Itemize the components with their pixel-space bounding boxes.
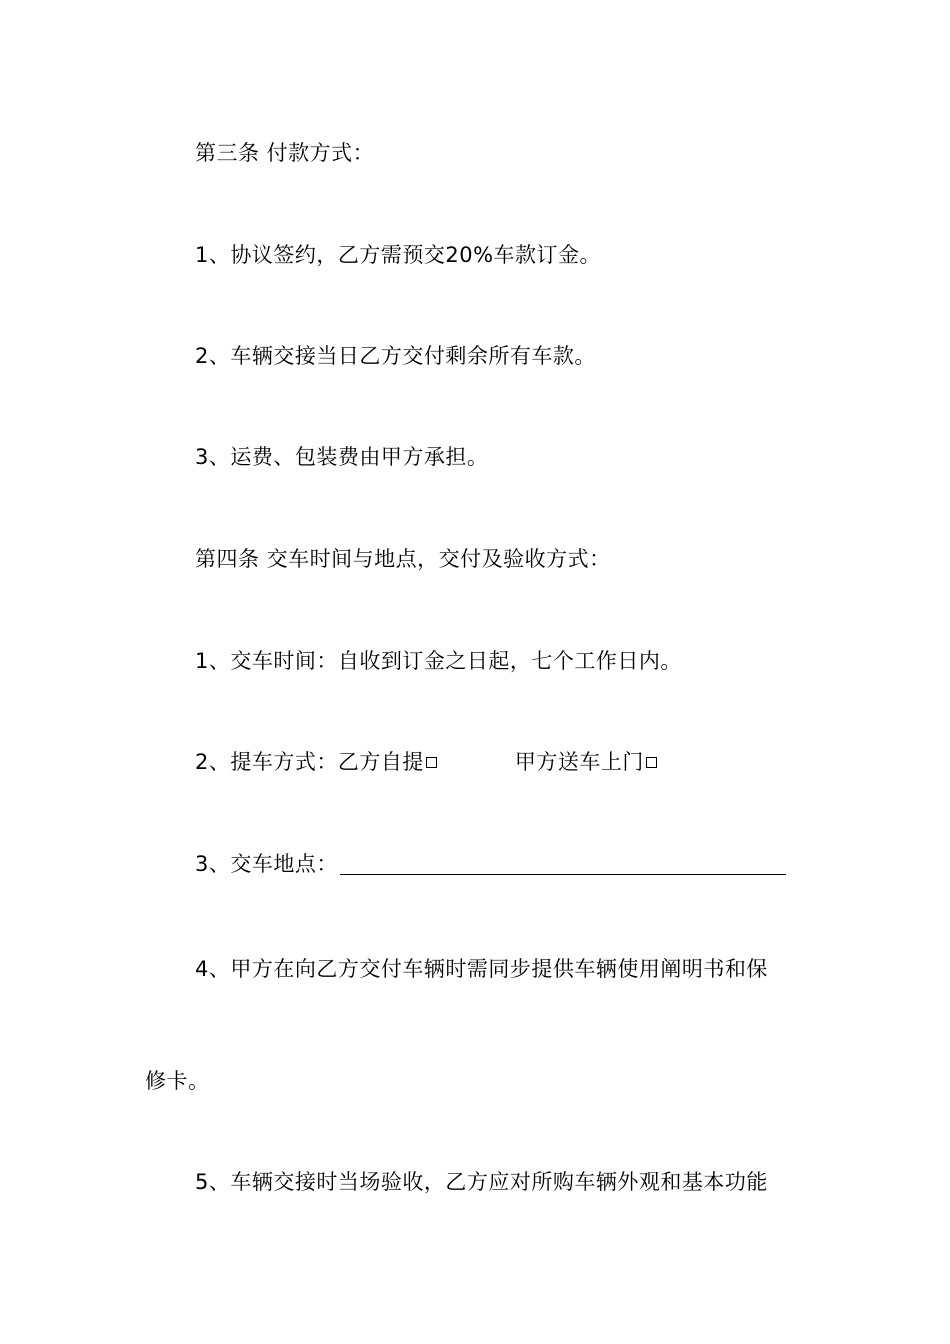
article-4-item-5-line-1: 5、车辆交接时当场验收，乙方应对所购车辆外观和基本功能 xyxy=(195,1170,768,1194)
article-4-item-4-line-2: 修卡。 xyxy=(145,1069,210,1093)
self-pickup-checkbox[interactable] xyxy=(426,757,437,768)
article-3-item-1: 1、协议签约，乙方需预交20%车款订金。 xyxy=(195,243,602,267)
article-3-item-3: 3、运费、包装费由甲方承担。 xyxy=(195,445,489,469)
article-4-item-1: 1、交车时间：自收到订金之日起，七个工作日内。 xyxy=(195,649,682,673)
article-3-title: 第三条 付款方式： xyxy=(195,141,375,165)
pickup-method-label: 2、提车方式： xyxy=(195,750,338,774)
option-delivery-label: 甲方送车上门 xyxy=(514,750,644,774)
article-3-item-2: 2、车辆交接当日乙方交付剩余所有车款。 xyxy=(195,344,596,368)
delivery-location-blank[interactable] xyxy=(340,854,786,875)
article-4-item-3 xyxy=(195,850,786,878)
article-4-item-2 xyxy=(195,748,657,776)
article-4-item-4-line-1: 4、甲方在向乙方交付车辆时需同步提供车辆使用阐明书和保 xyxy=(195,957,768,981)
article-4-title: 第四条 交车时间与地点，交付及验收方式： xyxy=(195,547,611,571)
delivery-location-label: 3、交车地点： xyxy=(195,852,338,876)
option-self-pickup-label: 乙方自提 xyxy=(337,750,424,774)
delivery-checkbox[interactable] xyxy=(646,757,657,768)
